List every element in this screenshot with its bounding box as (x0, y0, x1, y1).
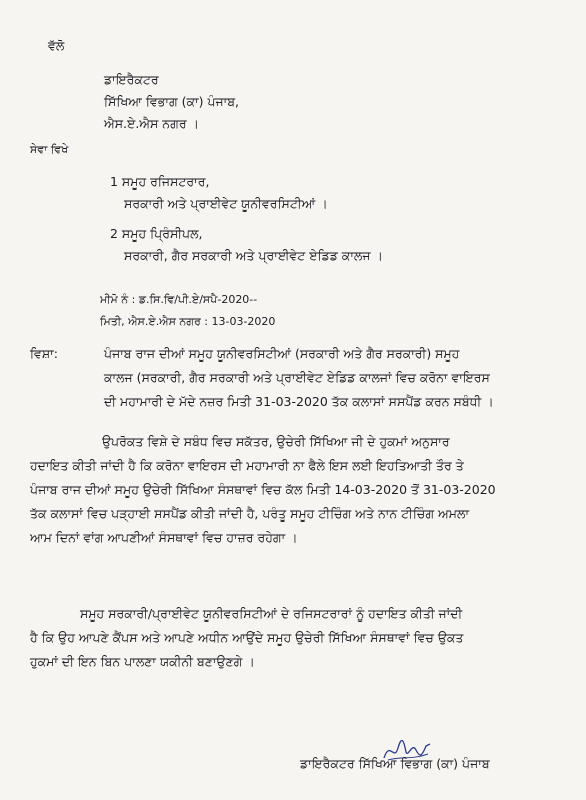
body-line: ਹੈ ਕਿ ਉਹ ਆਪਣੇ ਕੈਂਪਸ ਅਤੇ ਆਪਣੇ ਅਧੀਨ ਆਉਂਦੇ ਸਮੂਹ ਉਚੇਰੀ ਸਿੱਖਿਆ ਸੰਸਥਾਵਾਂ ਵਿਚ ਉਕਤ (30, 630, 464, 645)
signature-designation: ਡਾਇਰੈਕਟਰ ਸਿੱਖਿਆ ਵਿਭਾਗ (ਕਾ) ਪੰਜਾਬ (300, 756, 490, 771)
body-line: ਤੱਕ ਕਲਾਸਾਂ ਵਿਚ ਪੜ੍ਹਾਈ ਸਸਪੈਂਡ ਕੀਤੀ ਜਾਂਦੀ ਹੈ, ਪਰੰਤੂ ਸਮੂਹ ਟੀਚਿੰਗ ਅਤੇ ਨਾਨ ਟੀਚਿੰਗ ਅਮਲਾ (30, 506, 470, 521)
body-line: ਪੰਜਾਬ ਰਾਜ ਦੀਆਂ ਸਮੂਹ ਉਚੇਰੀ ਸਿੱਖਿਆ ਸੰਸਥਾਵਾਂ ਵਿਚ ਕੱਲ ਮਿਤੀ 14-03-2020 ਤੋਂ 31-03-2020 (30, 482, 496, 497)
recipient-2-detail: ਸਰਕਾਰੀ, ਗੈਰ ਸਰਕਾਰੀ ਅਤੇ ਪ੍ਰਾਈਵੇਟ ਏਡਿਡ ਕਾਲਜ । (124, 248, 383, 263)
sender-department: ਸਿੱਖਿਆ ਵਿਭਾਗ (ਕਾ) ਪੰਜਾਬ, (104, 94, 240, 109)
body-paragraph-1 (30, 430, 496, 550)
service-label: ਸੇਵਾ ਵਿਖੇ (30, 143, 69, 156)
sender-location: ਐਸ.ਏ.ਐਸ ਨਗਰ । (104, 116, 199, 131)
body-line: ਸਮੂਹ ਸਰਕਾਰੀ/ਪ੍ਰਾਈਵੇਟ ਯੂਨੀਵਰਸਿਟੀਆਂ ਦੇ ਰਜਿਸਟਰਾਰਾਂ ਨੂੰ ਹਦਾਇਤ ਕੀਤੀ ਜਾਂਦੀ (80, 606, 463, 621)
body-line: ਹਦਾਇਤ ਕੀਤੀ ਜਾਂਦੀ ਹੈ ਕਿ ਕਰੋਨਾ ਵਾਇਰਸ ਦੀ ਮਹਾਮਾਰੀ ਨਾ ਫੈਲੇ ਇਸ ਲਈ ਇਹਤਿਆਤੀ ਤੌਰ ਤੇ (30, 458, 464, 473)
body-line: ਆਮ ਦਿਨਾਂ ਵਾਂਗ ਆਪਣੀਆਂ ਸੰਸਥਾਵਾਂ ਵਿਚ ਹਾਜ਼ਰ ਰਹੇਗਾ । (30, 530, 298, 545)
subject-text (104, 342, 494, 414)
sender-title: ਡਾਇਰੈਕਟਰ (104, 72, 159, 87)
body-line: ਉਪਰੋਕਤ ਵਿਸ਼ੇ ਦੇ ਸਬੰਧ ਵਿਚ ਸਕੱਤਰ, ਉਚੇਰੀ ਸਿੱਖਿਆ ਜੀ ਦੇ ਹੁਕਮਾਂ ਅਨੁਸਾਰ (102, 434, 450, 449)
recipient-2-title: 2 ਸਮੂਹ ਪ੍ਰਿੰਸੀਪਲ, (110, 226, 203, 241)
subject-line: ਪੰਜਾਬ ਰਾਜ ਦੀਆਂ ਸਮੂਹ ਯੂਨੀਵਰਸਿਟੀਆਂ (ਸਰਕਾਰੀ ਅਤੇ ਗੈਰ ਸਰਕਾਰੀ) ਸਮੂਹ (104, 346, 460, 361)
subject-line: ਕਾਲਜ (ਸਰਕਾਰੀ, ਗੈਰ ਸਰਕਾਰੀ ਅਤੇ ਪ੍ਰਾਈਵੇਟ ਏਡਿਡ ਕਾਲਜਾਂ ਵਿਚ ਕਰੋਨਾ ਵਾਇਰਸ (104, 370, 490, 385)
subject-line: ਦੀ ਮਹਾਮਾਰੀ ਦੇ ਮੱਦੇ ਨਜ਼ਰ ਮਿਤੀ 31-03-2020 ਤੱਕ ਕਲਾਸਾਂ ਸਸਪੈਂਡ ਕਰਨ ਸਬੰਧੀ । (104, 394, 494, 409)
recipient-1-title: 1 ਸਮੂਹ ਰਜਿਸਟਰਾਰ, (110, 174, 210, 189)
recipient-1-detail: ਸਰਕਾਰੀ ਅਤੇ ਪ੍ਰਾਈਵੇਟ ਯੂਨੀਵਰਸਿਟੀਆਂ । (124, 196, 328, 211)
body-paragraph-2 (30, 602, 463, 674)
body-line: ਹੁਕਮਾਂ ਦੀ ਇਨ ਬਿਨ ਪਾਲਣਾ ਯਕੀਨੀ ਬਣਾਉਣਗੇ । (30, 654, 255, 669)
memo-number: ਮੀਮੋ ਨੰ : ਡ.ਸਿ.ਵਿ/ਪੀ.ਏ/ਸਪੈ-2020-- (100, 293, 258, 306)
from-label: ਵੱਲੋ (48, 38, 65, 53)
memo-date: ਮਿਤੀ, ਐਸ.ਏ.ਐਸ ਨਗਰ : 13-03-2020 (100, 315, 276, 328)
subject-label: ਵਿਸ਼ਾ: (30, 346, 58, 361)
